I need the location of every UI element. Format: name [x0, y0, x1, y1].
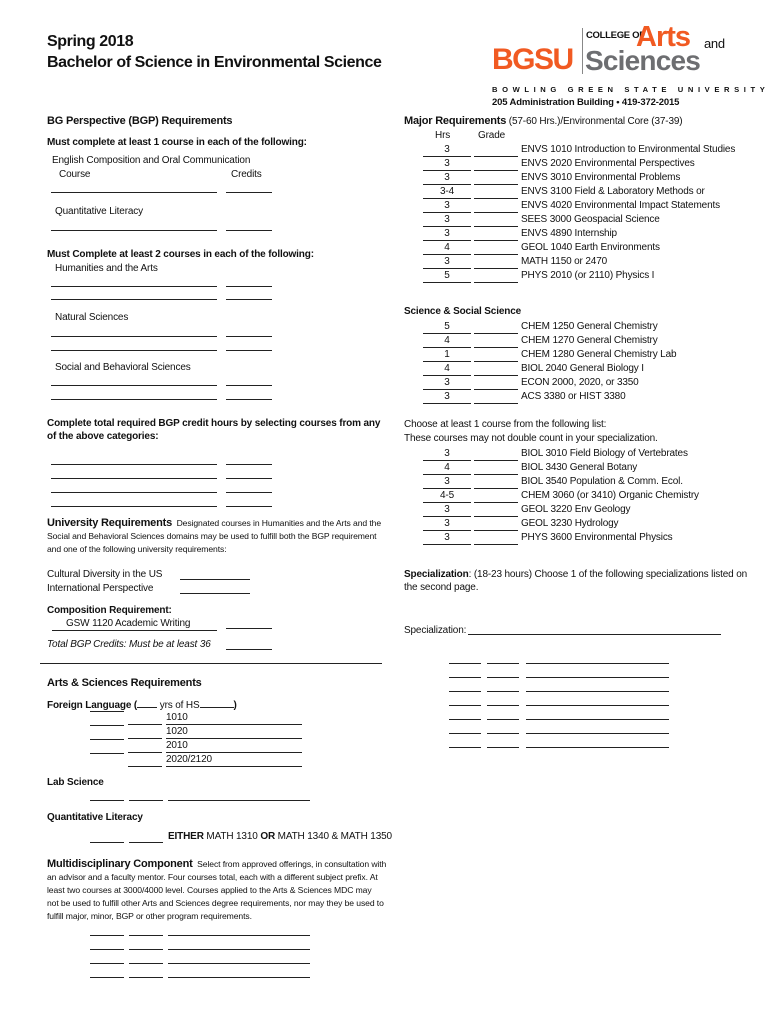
mdc-grade-line-1[interactable] — [129, 935, 163, 936]
foreign-hs-line[interactable] — [200, 697, 234, 708]
bgp-must-two: Must Complete at least 2 courses in each of the following: — [47, 249, 314, 260]
course-name: BIOL 3540 Population & Comm. Ecol. — [521, 476, 683, 487]
nat-credits-line-1[interactable] — [226, 336, 272, 337]
complete-total-text: Complete total required BGP credit hours by selecting courses from any of the above categories: — [47, 418, 381, 442]
grade-field[interactable] — [474, 171, 518, 185]
grade-col-label: Grade — [478, 130, 506, 141]
spec-course-line[interactable] — [526, 733, 669, 734]
spec-text-a: : (18-23 hours) Choose 1 of the following specializations listed on — [468, 569, 748, 580]
hum-credits-line-2[interactable] — [226, 299, 272, 300]
total-bgp-line[interactable] — [226, 649, 272, 650]
bgsu-mark: BGSU — [492, 43, 573, 76]
term-title: Spring 2018 — [47, 33, 134, 50]
lab-science-label: Lab Science — [47, 777, 104, 788]
mdc-course-line-4[interactable] — [168, 977, 310, 978]
grade-field[interactable] — [474, 185, 518, 199]
course-name: PHYS 3600 Environmental Physics — [521, 532, 673, 543]
university-heading: University Requirements — [47, 517, 172, 529]
grade-field[interactable] — [474, 157, 518, 171]
bgp-must-one: Must complete at least 1 course in each of the following: — [47, 137, 307, 148]
soc-course-line-2[interactable] — [51, 399, 217, 400]
foreign-yrs-label: yrs of HS — [159, 700, 200, 711]
course-name: ACS 3380 or HIST 3380 — [521, 391, 626, 402]
lab-grade-line[interactable] — [129, 800, 163, 801]
course-hours: 3-4 — [423, 185, 471, 199]
quant-label: Quantitative Literacy — [55, 206, 144, 217]
spec-hrs-line[interactable] — [449, 705, 481, 706]
course-name: ECON 2000, 2020, or 3350 — [521, 377, 639, 388]
hum-credits-line-1[interactable] — [226, 286, 272, 287]
spec-grade-line[interactable] — [487, 733, 519, 734]
total-course-line-3[interactable] — [51, 492, 217, 493]
quant-as-grade-line[interactable] — [129, 842, 163, 843]
grade-field[interactable] — [474, 362, 518, 376]
spec-hrs-line[interactable] — [449, 747, 481, 748]
hum-course-line-1[interactable] — [51, 286, 217, 287]
english-comp-label: English Composition and Oral Communication — [52, 155, 251, 166]
grade-field[interactable] — [474, 255, 518, 269]
lab-course-line[interactable] — [168, 800, 310, 801]
soc-credits-line-1[interactable] — [226, 385, 272, 386]
grade-field[interactable] — [474, 199, 518, 213]
course-hours: 4 — [423, 461, 471, 475]
mdc-d: not be used to fulfill other Arts and Sciences degree requirements, nor may they be used to — [47, 898, 384, 908]
mdc-heading: Multidisciplinary Component — [47, 858, 193, 870]
course-hours: 4 — [423, 241, 471, 255]
arts-sciences-heading: Arts & Sciences Requirements — [47, 677, 202, 689]
spec-heading: Specialization — [404, 569, 469, 580]
mdc-e: fulfill major, minor, BGP or other program requirements. — [47, 911, 252, 921]
foreign-language-row — [47, 697, 237, 712]
grade-field[interactable] — [474, 390, 518, 404]
course-name: ENVS 3010 Environmental Problems — [521, 172, 681, 183]
course-name: GEOL 1040 Earth Environments — [521, 242, 660, 253]
course-hours: 3 — [423, 503, 471, 517]
course-hours: 3 — [423, 227, 471, 241]
soc-course-line-1[interactable] — [51, 385, 217, 386]
quant-math2: MATH 1340 & MATH 1350 — [275, 831, 392, 842]
soc-credits-line-2[interactable] — [226, 399, 272, 400]
international-label: International Perspective — [47, 583, 154, 594]
bgp-heading: BG Perspective (BGP) Requirements — [47, 115, 233, 127]
course-hours: 5 — [423, 269, 471, 283]
grade-field[interactable] — [474, 213, 518, 227]
spec-course-line[interactable] — [526, 747, 669, 748]
gsw-credits-line[interactable] — [226, 628, 272, 629]
university-desc-c: and one of the following university requirements: — [47, 544, 227, 554]
logo-divider — [582, 28, 583, 74]
fl-level: 2010 — [166, 739, 302, 753]
course-hours: 3 — [423, 376, 471, 390]
grade-field[interactable] — [474, 334, 518, 348]
grade-field[interactable] — [474, 503, 518, 517]
quant-either: EITHER — [168, 831, 204, 842]
spec-hrs-line[interactable] — [449, 677, 481, 678]
course-name: ENVS 3100 Field & Laboratory Methods or — [521, 186, 705, 197]
spec-hrs-line[interactable] — [449, 663, 481, 664]
grade-field[interactable] — [474, 241, 518, 255]
total-credits-line-1[interactable] — [226, 464, 272, 465]
course-hours: 3 — [423, 517, 471, 531]
quant-course-line[interactable] — [51, 230, 217, 231]
program-title: Bachelor of Science in Environmental Science — [47, 54, 382, 71]
grade-field[interactable] — [474, 489, 518, 503]
grade-field[interactable] — [474, 376, 518, 390]
lab-hrs-line[interactable] — [90, 800, 124, 801]
foreign-language-label: Foreign Language ( — [47, 700, 138, 711]
total-course-line-4[interactable] — [51, 506, 217, 507]
mdc-grade-line-2[interactable] — [129, 949, 163, 950]
spec-hrs-line[interactable] — [449, 733, 481, 734]
mdc-course-line-1[interactable] — [168, 935, 310, 936]
course-name: GEOL 3220 Env Geology — [521, 504, 631, 515]
course-hours: 3 — [423, 390, 471, 404]
hum-course-line-2[interactable] — [51, 299, 217, 300]
course-hours: 3 — [423, 213, 471, 227]
fl-level: 1010 — [166, 711, 302, 725]
course-hours: 4 — [423, 362, 471, 376]
mdc-course-line-2[interactable] — [168, 949, 310, 950]
total-bgp-credits: Total BGP Credits: Must be at least 36 — [47, 639, 211, 650]
course-name: CHEM 1280 General Chemistry Lab — [521, 349, 677, 360]
course-hours: 3 — [423, 475, 471, 489]
course-hours: 3 — [423, 531, 471, 545]
social-label: Social and Behavioral Sciences — [55, 362, 191, 373]
spec-course-line[interactable] — [526, 719, 669, 720]
sciences-label: Sciences — [585, 45, 701, 76]
quant-math1: MATH 1310 — [203, 831, 261, 842]
mdc-hrs-line-3[interactable] — [90, 963, 124, 964]
course-name: ENVS 4890 Internship — [521, 228, 617, 239]
course-hours: 3 — [423, 199, 471, 213]
nat-credits-line-2[interactable] — [226, 350, 272, 351]
humanities-label: Humanities and the Arts — [55, 263, 158, 274]
quant-credits-line[interactable] — [226, 230, 272, 231]
grade-field[interactable] — [474, 475, 518, 489]
mdc-a: Select from approved offerings, in consultation with — [197, 859, 387, 869]
nat-course-line-1[interactable] — [51, 336, 217, 337]
credits-col-label: Credits — [231, 169, 262, 180]
course-name: SEES 3000 Geospacial Science — [521, 214, 660, 225]
mdc-grade-line-4[interactable] — [129, 977, 163, 978]
grade-field[interactable] — [474, 447, 518, 461]
spec-hrs-line[interactable] — [449, 719, 481, 720]
spec-course-line[interactable] — [526, 705, 669, 706]
grade-field[interactable] — [474, 348, 518, 362]
hrs-col-label: Hrs — [435, 130, 451, 141]
gsw-course: GSW 1120 Academic Writing — [52, 617, 217, 631]
major-heading: Major Requirements — [404, 115, 507, 127]
bgsu-wordmark — [492, 44, 573, 76]
composition-heading: Composition Requirement: — [47, 605, 172, 616]
course-name: ENVS 2020 Environmental Perspectives — [521, 158, 695, 169]
mdc-hrs-line-4[interactable] — [90, 977, 124, 978]
natural-label: Natural Sciences — [55, 312, 129, 323]
course-hours: 3 — [423, 447, 471, 461]
course-hours: 4-5 — [423, 489, 471, 503]
total-course-line-1[interactable] — [51, 464, 217, 465]
spec-grade-line[interactable] — [487, 691, 519, 692]
course-name: BIOL 3010 Field Biology of Vertebrates — [521, 448, 688, 459]
total-credits-line-3[interactable] — [226, 492, 272, 493]
university-desc-a: Designated courses in Humanities and the Arts and the — [176, 518, 381, 528]
course-name: MATH 1150 or 2470 — [521, 256, 608, 267]
specialization-text — [404, 568, 749, 594]
course-name: ENVS 1010 Introduction to Environmental Studies — [521, 144, 736, 155]
international-line[interactable] — [180, 593, 250, 594]
mdc-grade-line-3[interactable] — [129, 963, 163, 964]
english-course-line[interactable] — [51, 192, 217, 193]
choose-b: These courses may not double count in your specialization. — [404, 433, 658, 444]
fl-level: 1020 — [166, 725, 302, 739]
major-heading-detail: (57-60 Hrs.)/Environmental Core (37-39) — [506, 116, 683, 127]
course-hours: 3 — [423, 143, 471, 157]
major-heading-row — [404, 115, 682, 128]
grade-field[interactable] — [474, 227, 518, 241]
quant-as-label: Quantitative Literacy — [47, 812, 143, 823]
spec-grade-line[interactable] — [487, 719, 519, 720]
grade-field[interactable] — [474, 143, 518, 157]
grade-field[interactable] — [474, 269, 518, 283]
bgsu-logo — [492, 21, 770, 106]
spec-course-line[interactable] — [526, 663, 669, 664]
course-name: CHEM 1270 General Chemistry — [521, 335, 658, 346]
course-col-label: Course — [59, 169, 91, 180]
course-hours: 1 — [423, 348, 471, 362]
quant-or: OR — [260, 831, 276, 842]
course-hours: 3 — [423, 171, 471, 185]
grade-field[interactable] — [474, 517, 518, 531]
spec-label: Specialization: — [404, 625, 467, 636]
college-of-label: COLLEGE OF — [586, 30, 645, 41]
course-name: BIOL 2040 General Biology I — [521, 363, 644, 374]
arts-label: Arts — [636, 21, 691, 53]
section-divider — [40, 663, 382, 664]
mdc-hrs-line-1[interactable] — [90, 935, 124, 936]
cultural-line[interactable] — [180, 579, 250, 580]
foreign-close: ) — [233, 700, 237, 711]
address-line: 205 Administration Building • 419-372-2015 — [492, 97, 680, 108]
grade-field[interactable] — [474, 320, 518, 334]
spec-text-b: the second page. — [404, 582, 479, 593]
mdc-course-line-3[interactable] — [168, 963, 310, 964]
nat-course-line-2[interactable] — [51, 350, 217, 351]
mdc-c: least two courses at 3000/4000 level. Courses applied to the Arts & Sciences MDC may — [47, 885, 372, 895]
grade-field[interactable] — [474, 461, 518, 475]
course-hours: 4 — [423, 334, 471, 348]
course-hours: 5 — [423, 320, 471, 334]
spec-hrs-line[interactable] — [449, 691, 481, 692]
grade-field[interactable] — [474, 531, 518, 545]
mdc-hrs-line-2[interactable] — [90, 949, 124, 950]
quant-as-options — [168, 830, 392, 843]
course-name: ENVS 4020 Environmental Impact Statements — [521, 200, 720, 211]
course-name: CHEM 3060 (or 3410) Organic Chemistry — [521, 490, 699, 501]
mdc-b: an advisor and a faculty mentor. Four courses total, each with a different subject prefix. At — [47, 872, 378, 882]
spec-course-line[interactable] — [526, 691, 669, 692]
university-req-block — [47, 517, 392, 556]
course-name: BIOL 3430 General Botany — [521, 462, 638, 473]
spec-input-line[interactable] — [468, 634, 721, 635]
choose-a: Choose at least 1 course from the following list: — [404, 419, 607, 430]
university-desc-b: Social and Behavioral Sciences domains may be used to fulfill both the BGP requirement — [47, 531, 377, 541]
university-label: BOWLING GREEN STATE UNIVERSITY — [492, 85, 770, 94]
total-credits-line-2[interactable] — [226, 478, 272, 479]
quant-as-hrs-line[interactable] — [90, 842, 124, 843]
spec-grade-line[interactable] — [487, 747, 519, 748]
spec-grade-line[interactable] — [487, 705, 519, 706]
science-heading: Science & Social Science — [404, 306, 522, 317]
fl-level: 2020/2120 — [166, 753, 302, 767]
spec-grade-line[interactable] — [487, 677, 519, 678]
course-name: PHYS 2010 (or 2110) Physics I — [521, 270, 655, 281]
course-hours: 3 — [423, 157, 471, 171]
course-name: GEOL 3230 Hydrology — [521, 518, 619, 529]
mdc-block — [47, 858, 392, 923]
cultural-diversity-label: Cultural Diversity in the US — [47, 569, 163, 580]
spec-course-line[interactable] — [526, 677, 669, 678]
total-course-line-2[interactable] — [51, 478, 217, 479]
course-hours: 3 — [423, 255, 471, 269]
total-credits-line-4[interactable] — [226, 506, 272, 507]
foreign-years-line[interactable] — [137, 697, 157, 708]
course-name: CHEM 1250 General Chemistry — [521, 321, 658, 332]
english-credits-line[interactable] — [226, 192, 272, 193]
and-label: and — [704, 36, 725, 51]
spec-grade-line[interactable] — [487, 663, 519, 664]
